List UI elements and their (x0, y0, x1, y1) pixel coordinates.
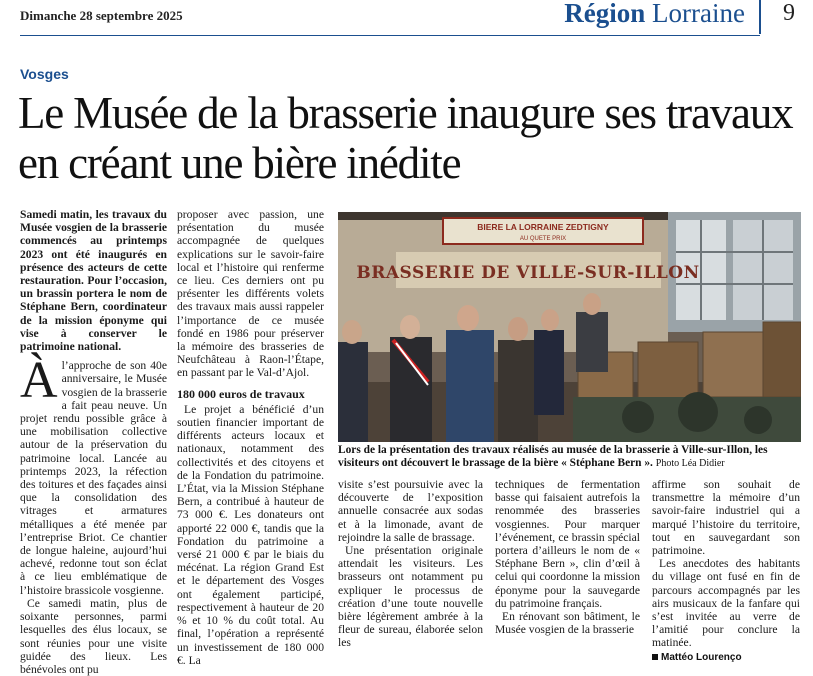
photo-caption (338, 444, 801, 470)
paragraph: Ce samedi matin, plus de soixante personnes, parmi lesquelles des élus locaux, se sont réunies pour une visite guidée des lieux. Les bénévoles ont pu (20, 596, 167, 676)
article-column-5 (652, 478, 800, 663)
subheading: 180 000 euros de travaux (177, 386, 305, 401)
paragraph: proposer avec passion, une présentation du musée accompagnée de quelques explications sur le savoir-faire local et l’histoire qui renferme ce lieu. Ces derniers ont pu présenter les différents volets des travaux mais aussi rappeler l’importance de ce musée fondé en 1986 pour préserver la mémoire des brasseries de Neufchâteau à Raon-l’Étape, en passant par le Val-d’Ajol. (177, 208, 324, 380)
paragraph: visite s’est poursuivie avec la découverte de l’exposition annuelle consacrée aux sodas et à la limonade, avant de rejoindre la salle de brassage. (338, 478, 483, 544)
byline-square-icon (652, 654, 658, 660)
article-photo (338, 212, 801, 442)
caption-text: Lors de la présentation des travaux réalisés au musée de la brasserie à Ville-sur-Illon, les visiteurs ont découvert le brassage de la bière « Stéphane Bern ». (338, 444, 768, 469)
rubric: Vosges (20, 66, 69, 82)
headline: Le Musée de la brasserie inaugure ses travaux en créant une bière inédite (18, 88, 793, 188)
article-column-2 (177, 208, 324, 667)
section-region: Région (564, 0, 646, 28)
photo-credit: Photo Léa Didier (655, 458, 725, 469)
lead-paragraph (20, 352, 167, 597)
paragraph: affirme son souhait de transmettre la mémoire d’un savoir-faire industriel qui a marqué l’histoire du territoire, tout en sauvegardant son patrimoine. (652, 478, 800, 558)
sign-main: BRASSERIE DE VILLE-SUR-ILLON (356, 263, 700, 283)
lead-paragraph-text: l’approche de son 40e anniversaire, le Musée vosgien de la brasserie a fait peau neuve. Un projet rendu possible grâce à une mobilisation collective autour de la préservation du patrimoine local. Lancée au printemps 2023, la réfection des toitures et des façades ainsi que la consolidation des vitrages et armatures métalliques a été menée par l’entreprise Briot. Ce chantier de longue haleine, aujourd’hui achevé, redonne tout son éclat à ce lieu emblématique de l’histoire brassicole vosgienne. (20, 359, 167, 597)
brewery-museum-photo (338, 212, 801, 442)
sign-top-line1: BIERE LA LORRAINE ZEDTIGNY (477, 222, 609, 232)
article-column-1 (20, 208, 167, 676)
article-column-4 (495, 478, 640, 636)
author-name: Mattéo Lourenço (661, 651, 742, 663)
article-column-3 (338, 478, 483, 650)
header-rule (20, 35, 760, 36)
header-divider (759, 0, 761, 34)
section-name: Lorraine (652, 0, 745, 28)
byline (652, 652, 800, 663)
paragraph: En rénovant son bâtiment, le Musée vosgien de la brasserie (495, 610, 640, 637)
issue-date: Dimanche 28 septembre 2025 (20, 8, 183, 23)
paragraph: techniques de fermentation basse qui faisaient autrefois la renommée des brasseries vosgiennes. Pour marquer l’événement, ce brassin spécial portera d’ailleurs le nom de « Stéphane Bern », clin d’œil à celui qui coordonne la mission éponyme pour la sauvegarde du patrimoine français. (495, 478, 640, 610)
section-title (564, 0, 745, 29)
drop-cap: À (20, 352, 58, 410)
sign-top-line2: AU QUETE PRIX (519, 236, 567, 242)
chapo: Samedi matin, les travaux du Musée vosgien de la brasserie commencés au printemps 2023 ont été inaugurés en présence des acteurs de cette restauration. Pour l’occasion, un brassin portera le nom de Stéphane Bern, coordinateur de la mission éponyme qui vise à conserver le patrimoine national. (20, 208, 167, 354)
paragraph: Le projet a bénéficié d’un soutien financier important de différents acteurs locaux et nationaux, notamment des collectivités et des citoyens et de la Fondation du patrimoine. L’État, via la Mission Stéphane Bern, a contribué à hauteur de 73 000 €. Les donateurs ont apporté 22 000 €, tandis que la Fondation du patrimoine a versé 21 000 € par le biais du mécénat. La région Grand Est et le département des Vosges ont également participé, respectivement à hauteur de 20 % et 10 % du coût total. Au final, l’opération a représenté un investissement de 180 000 €. La (177, 402, 324, 667)
paragraph: Une présentation originale attendait les visiteurs. Les brasseurs ont notamment pu expliquer le processus de création d’une toute nouvelle bière légèrement ambrée à la fleur de sureau, élaborée selon les (338, 544, 483, 650)
paragraph: Les anecdotes des habitants du village ont fusé en fin de parcours accompagnés par les airs musicaux de la fanfare qui s’est invitée au verre de l’amitié pour conclure la matinée. (652, 557, 800, 650)
page-number: 9 (783, 0, 795, 26)
